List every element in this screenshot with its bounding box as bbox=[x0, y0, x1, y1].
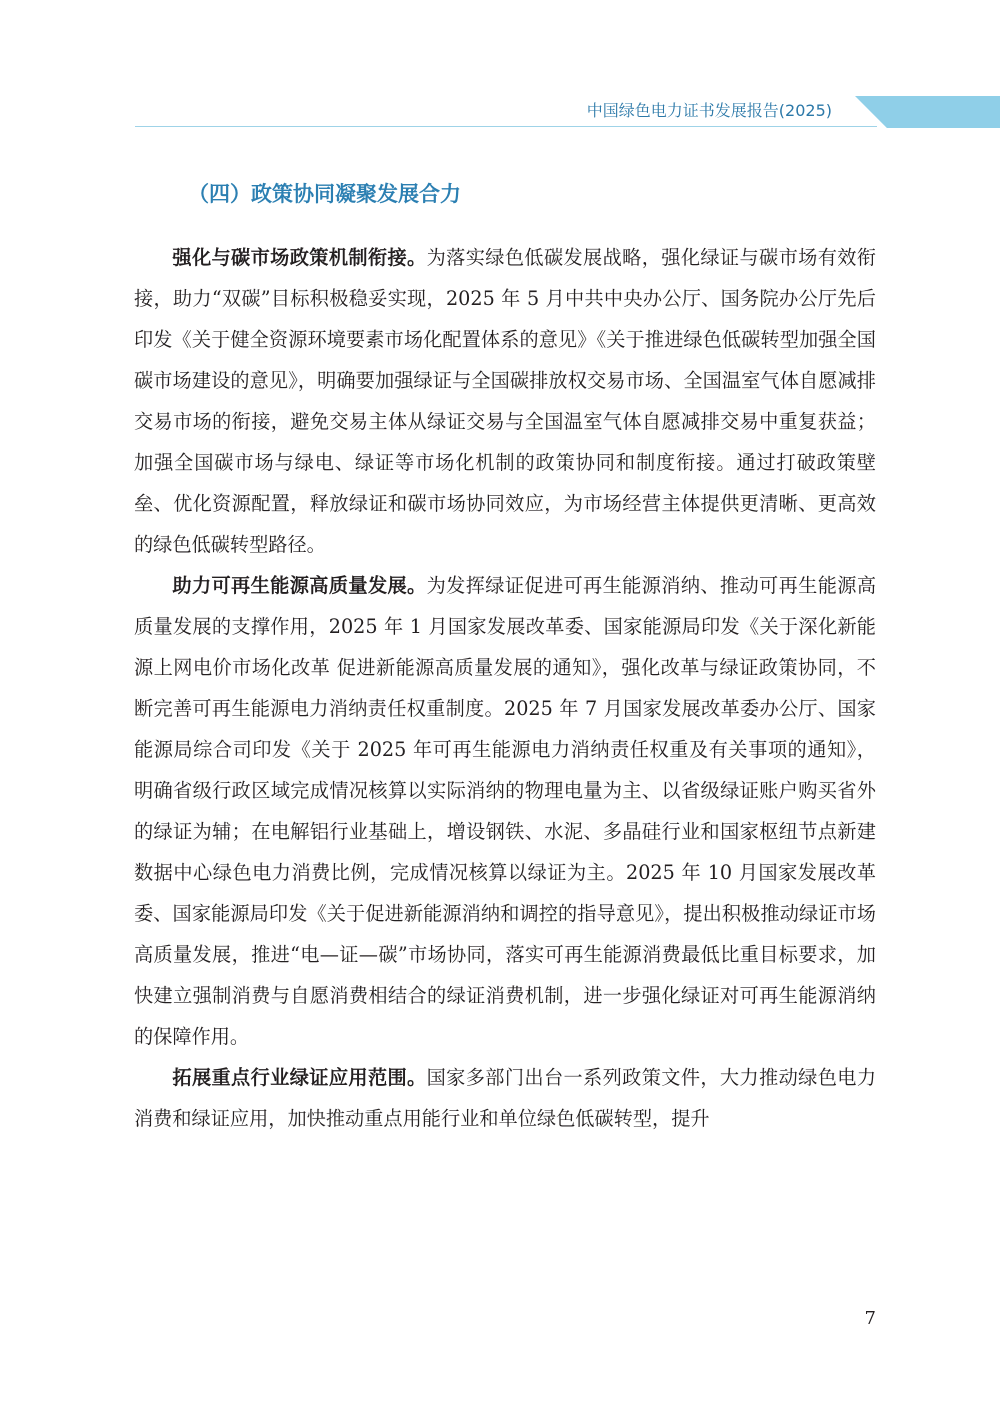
paragraph-body: 国家多部门出台一系列政策文件，大力推动绿色电力消费和绿证应用，加快推动重点用能行业和单位绿色低碳转型，提升 bbox=[134, 1066, 877, 1130]
paragraph-lead: 强化与碳市场政策机制衔接。 bbox=[172, 246, 427, 269]
page-header bbox=[0, 0, 1000, 130]
paragraph-body: 为发挥绿证促进可再生能源消纳、推动可再生能源高质量发展的支撑作用，2025 年 1 月国家发展改革委、国家能源局印发《关于深化新能源上网电价市场化改革 促进新能源高质量发展的通知》，强化改革与绿证政策协同，不断完善可再生能源电力消纳责任权重制度。2025 年 7 月国家发展改革委办公厅、国家能源局综合司印发《关于 2025 年可再生能源电力消纳责任权重及有关事项的通知》，明确省级行政区域完成情况核算以实际消纳的物理电量为主、以省级绿证账户购买省外的绿证为辅；在电解铝行业基础上，增设钢铁、水泥、多晶硅行业和国家枢纽节点新建数据中心绿色电力消费比例，完成情况核算以绿证为主。2025 年 10 月国家发展改革委、国家能源局印发《关于促进新能源消纳和调控的指导意见》，提出积极推动绿证市场高质量发展，推进“电—证—碳”市场协同，落实可再生能源消费最低比重目标要求，加快建立强制消费与自愿消费相结合的绿证消费机制，进一步强化绿证对可再生能源消纳的保障作用。 bbox=[134, 574, 877, 1048]
section-heading: （四）政策协同凝聚发展合力 bbox=[188, 182, 461, 206]
header-accent-tab bbox=[855, 96, 1000, 128]
paragraph-lead: 助力可再生能源高质量发展。 bbox=[172, 574, 427, 597]
header-divider bbox=[135, 126, 877, 127]
paragraph-body: 为落实绿色低碳发展战略，强化绿证与碳市场有效衔接，助力“双碳”目标积极稳妥实现，2025 年 5 月中共中央办公厅、国务院办公厅先后印发《关于健全资源环境要素市场化配置体系的意见》《关于推进绿色低碳转型加强全国碳市场建设的意见》，明确要加强绿证与全国碳排放权交易市场、全国温室气体自愿减排交易市场的衔接，避免交易主体从绿证交易与全国温室气体自愿减排交易中重复获益；加强全国碳市场与绿电、绿证等市场化机制的政策协同和制度衔接。通过打破政策壁垒、优化资源配置，释放绿证和碳市场协同效应，为市场经营主体提供更清晰、更高效的绿色低碳转型路径。 bbox=[134, 246, 877, 556]
paragraph-lead: 拓展重点行业绿证应用范围。 bbox=[172, 1066, 427, 1089]
running-title: 中国绿色电力证书发展报告(2025) bbox=[586, 101, 832, 120]
paragraph-industry-application bbox=[134, 1057, 876, 1139]
paragraph-carbon-market bbox=[134, 237, 876, 565]
page-number: 7 bbox=[864, 1308, 876, 1329]
body-text bbox=[134, 237, 876, 1139]
paragraph-renewable-development bbox=[134, 565, 876, 1057]
